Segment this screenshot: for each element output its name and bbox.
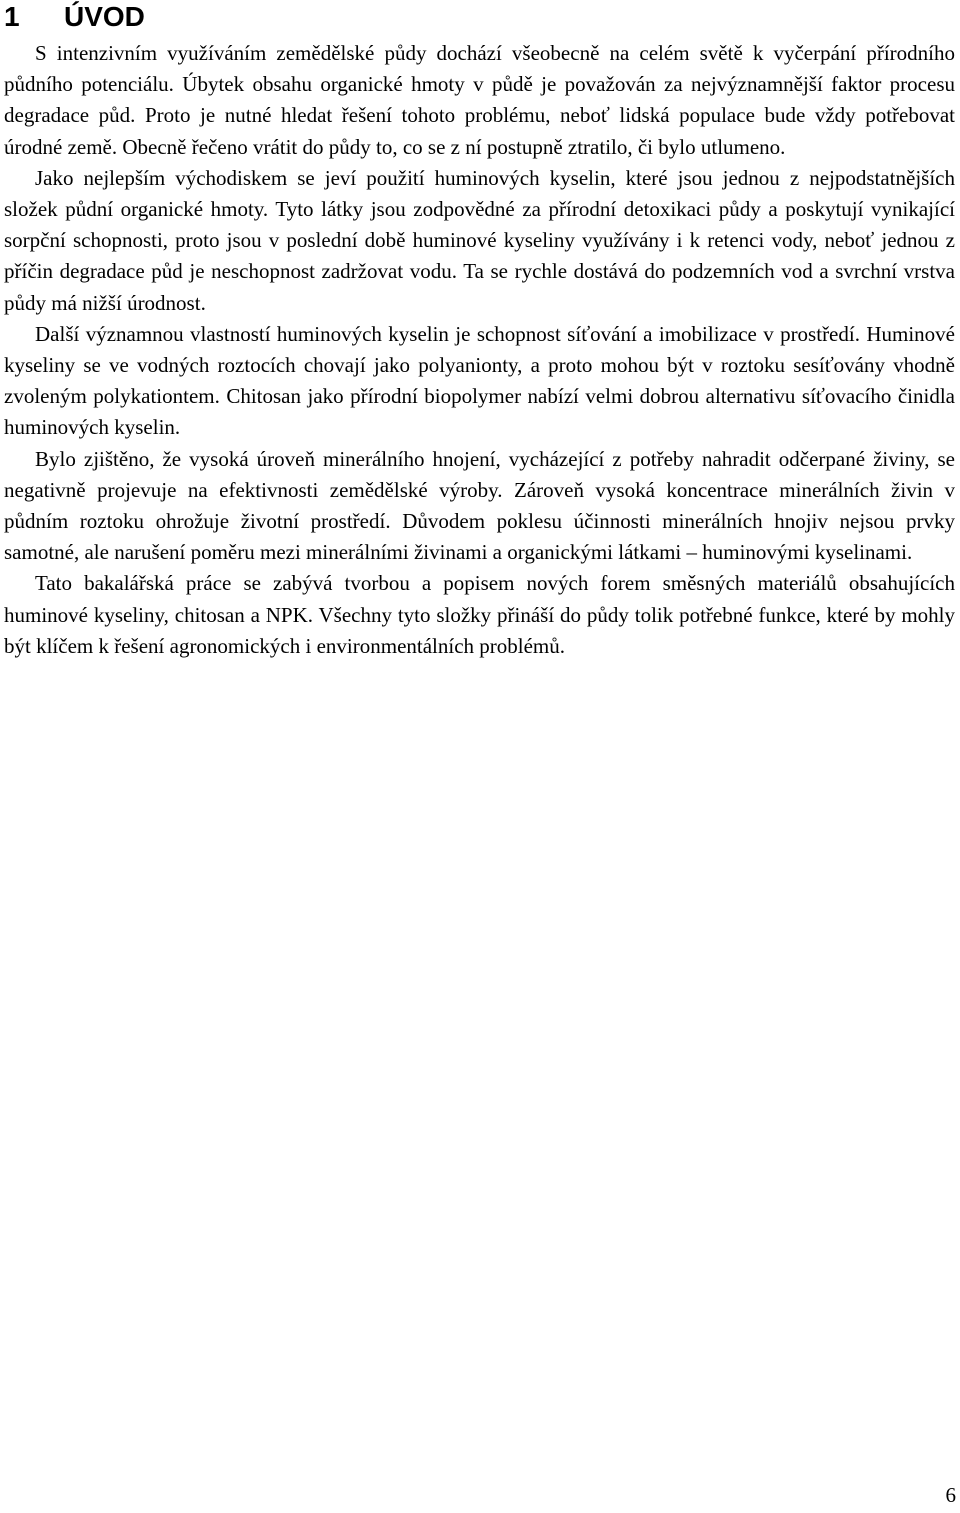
paragraph-4: Bylo zjištěno, že vysoká úroveň minerálního hnojení, vycházející z potřeby nahradit odčerpané živiny, se negativně projevuje na efektivnosti zemědělské výroby. Zároveň vysoká koncentrace minerálních živin v půdním roztoku ohrožuje životní prostředí. Důvodem poklesu účinnosti minerálních hnojiv nejsou prvky samotné, ale narušení poměru mezi minerálními živinami a organickými látkami – huminovými kyselinami.: [4, 446, 955, 565]
paragraph-1: S intenzivním využíváním zemědělské půdy dochází všeobecně na celém světě k vyčerpání přírodního půdního potenciálu. Úbytek obsahu organické hmoty v půdě je považován za nejvýznamnější faktor procesu degradace půd. Proto je nutné hledat řešení tohoto problému, neboť lidská populace bude vždy potřebovat úrodné země. Obecně řečeno vrátit do půdy to, co se z ní postupně ztratilo, či bylo utlumeno.: [4, 41, 955, 159]
chapter-heading: [4, 0, 145, 34]
chapter-number: 1: [4, 1, 20, 32]
chapter-body: [4, 38, 955, 662]
paragraph-2: Jako nejlepším východiskem se jeví použití huminových kyselin, které jsou jednou z nejpodstatnějších složek půdní organické hmoty. Tyto látky jsou zodpovědné za přírodní detoxikaci půdy a poskytují vynikající sorpční schopnosti, proto jsou v poslední době huminové kyseliny využívány i k retenci vody, neboť jednou z příčin degradace půd je neschopnost zadržovat vodu. Ta se rychle dostává do podzemních vod a svrchní vrstva půdy má nižší úrodnost.: [4, 165, 955, 315]
paragraph-3: Další významnou vlastností huminových kyselin je schopnost síťování a imobilizace v prostředí. Huminové kyseliny se ve vodných roztocích chovají jako polyanionty, a proto mohou být v roztoku sesíťovány vhodně zvoleným polykationtem. Chitosan jako přírodní biopolymer nabízí velmi dobrou alternativu síťovacího činidla huminových kyselin.: [4, 321, 955, 440]
chapter-title: ÚVOD: [64, 1, 145, 32]
page-number: 6: [945, 1483, 956, 1507]
paragraph-5: Tato bakalářská práce se zabývá tvorbou a popisem nových forem směsných materiálů obsahujících huminové kyseliny, chitosan a NPK. Všechny tyto složky přináší do půdy tolik potřebné funkce, které by mohly být klíčem k řešení agronomických i environmentálních problémů.: [4, 571, 955, 658]
